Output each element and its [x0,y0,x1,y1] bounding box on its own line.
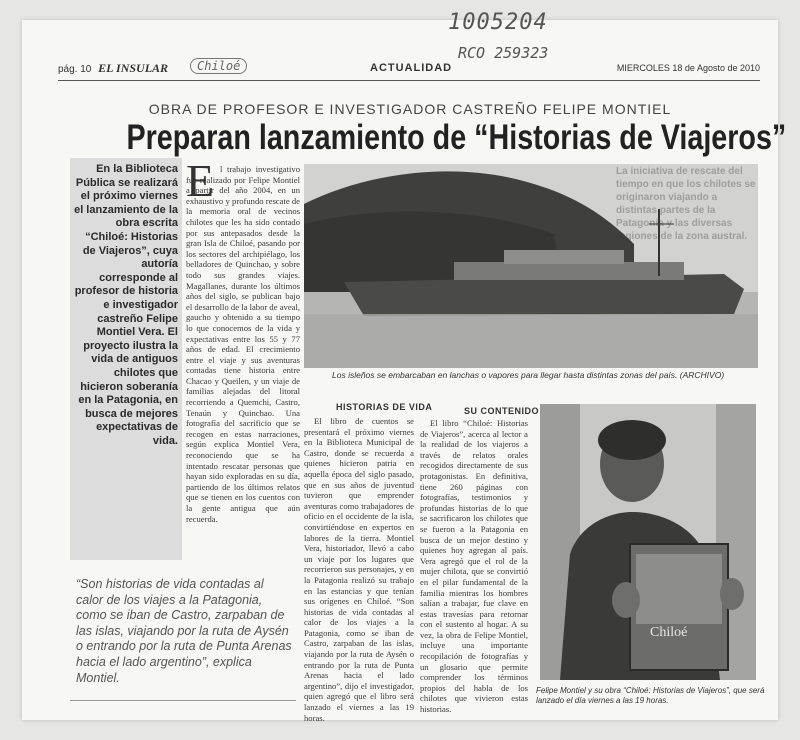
article-headline: Preparan lanzamiento de “Historias de Viajeros” [126,118,787,157]
book-cover-title: Chiloé [650,625,688,640]
author-illustration [540,404,756,680]
drop-cap: E [186,155,215,206]
subheading-historias: HISTORIAS DE VIDA [336,402,433,412]
body-column-1 [186,155,300,562]
body-column-3: El libro “Chiloé: Historias de Viajeros”, acerca al lector a la realidad de los viajeros a través de relatos orales recogidos directamente de sus protagonistas. En definitiva, tiene 260 páginas con fotografías, testimonios y profundas historias de lo que se sacrificaron los chilotes que se fueron a la Patagonia en busca de un mejor destino y quienes hoy agregan al país. Vera agregó que el rol de la mujer chilota, que se convirtió en el pilar fundamental de la familia mientras los hombres salían a trabajar, fue clave en estas travesías para retornar con el sustento al hogar. A su vez, la obra de Felipe Montiel, incluye una importante recopilación de fotografías y un glosario que permite comprender los términos propios del habla de los chilotes que vivieron estas historias. [420,418,528,715]
handwritten-tag: Chiloé [190,58,247,74]
publication-date: MIERCOLES 18 de Agosto de 2010 [616,63,760,73]
photo-author-caption: Felipe Montiel y su obra “Chiloé: Historias de Viajeros”, que será lanzado el día viernes a las 19 horas. [536,686,765,705]
subheading-contenido: SU CONTENIDO [464,406,540,416]
pull-quote: “Son historias de vida contadas al calor de los viajes a la Patagonia, como se iban de Castro, zarpaban de las islas, viajando por la ruta de Aysén o entrando por la ruta de Punta Arenas hacia el lado argentino”, explica Montiel. [76,577,292,685]
masthead-rule [58,80,760,81]
masthead-left [58,60,168,78]
masthead [58,60,760,76]
article-lead: En la Biblioteca Pública se realizará el próximo viernes el lanzamiento de la obra escrita “Chiloé: Historias de Viajeros”, cuya autoría corresponde al profesor de historia e investigador castreño Felipe Montiel Vera. El proyecto ilustra la vida de antiguos chilotes que hicieron soberanía en la Patagonia, en busca de mejores expectativas de vida. [74,163,178,447]
photo-ship-caption: Los isleños se embarcaban en lanchas o vapores para llegar hasta distintas zonas del país. (ARCHIVO) [332,370,725,380]
photo-author [540,404,756,680]
body-column-2: El libro de cuentos se presentará el próximo viernes en la Biblioteca Municipal de Castro, donde se recuerda a quienes hicieron patria en aquella época del siglo pasado, que en sus años de juventud tuvieron que emprender aventuras como trabajadores de oficio en el occidente de la isla, convirtiéndose en expertos en labores de la tierra. Montiel Vera, historiador, llevó a cabo un viaje por los lugares que recorrieron sus personajes, y en la Patagonia realizó su trabajo en las estancias y que tenían sus orígenes en Chiloé. “Son historias de vida contadas al calor de los viajes a la Patagonia, como se iban de Castro, zarpaban de las islas, viajando por la ruta de Aysén o entrando por la ruta de Punta Arenas hacia el lado argentino”, dijo el investigador, quien agregó que el libro será lanzado el viernes a las 19 horas. [304,416,414,723]
section-label: ACTUALIDAD [370,62,453,74]
page-number: pág. 10 [58,64,92,75]
body-column-1-text: l trabajo investigativo fue realizado por Felipe Montiel a partir del año 2004, en un exhaustivo y profundo rescate de la memoria oral de vecinos chilotes que les ha sido contado por sus antepasados desde la gran Isla de Chiloé, pasando por los sectores del archipiélago, los belladores de Quinchao, y sobre todo sus grandes viajes. Magallanes, durante los últimos años del siglo, se publican bajo el desarrollo de la labor de aveal, gaucho y obtenido a su tiempo lo que conocemos de la vida y expectativas entre los 55 y 77 años de edad. El crecimiento entre el viaje y sus aventuras contadas tiene historia entre Chacao y Queilen, y un viaje de familias alejadas del litoral recorriendo a Quemchi, Castro, Tenaún y Quinchao. Una fotografía del sacrificio que se recogen en estas narraciones, según explica Montiel Vera, reconociendo que se ha intentado rescatar personas que hayan sido exploradas en su día, partiendo de los últimos relatos que se tienen en los cuentos con la gente antigua que aún recuerda. [186,164,300,524]
article-kicker: OBRA DE PROFESOR E INVESTIGADOR CASTREÑO FELIPE MONTIEL [148,101,672,117]
handwritten-reference: RCO 259323 [458,44,549,62]
adjacent-article-bleed: La iniciativa de rescate del tiempo en que los chilotes se originaron viajando a distintas partes de la Patagonia y las diversas regiones de la zona austral. [616,166,756,242]
footer-rule [70,700,296,701]
paper-name: EL INSULAR [98,61,169,75]
handwritten-number: 1005204 [448,10,548,35]
